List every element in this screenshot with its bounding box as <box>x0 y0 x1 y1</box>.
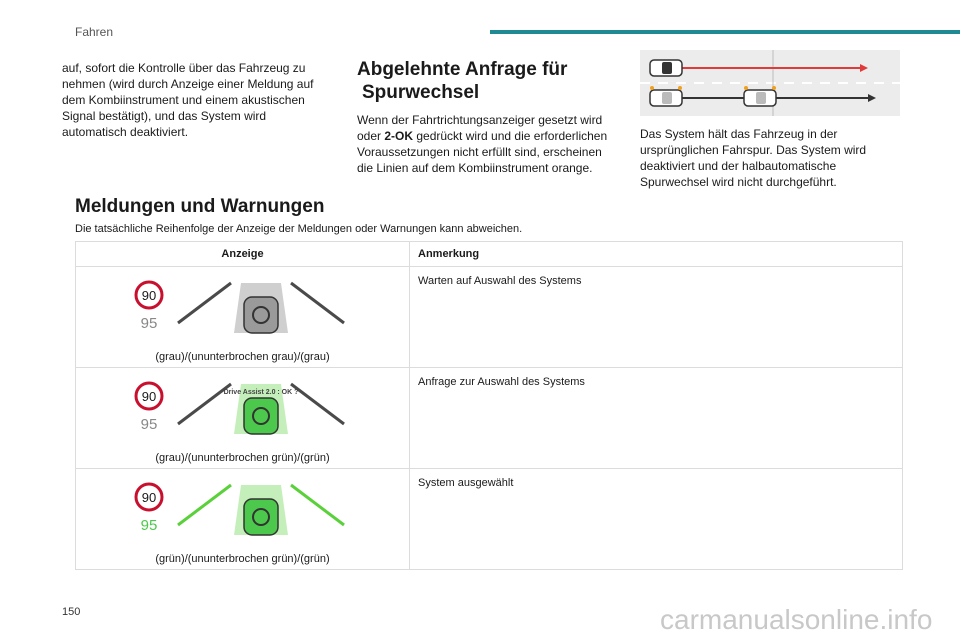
section-header: Fahren <box>75 25 114 39</box>
overlay-prompt-text: Drive Assist 2.0 : OK ? <box>223 389 299 396</box>
messages-table <box>75 241 903 570</box>
cluster-display-icon <box>126 380 356 442</box>
col2-text-a: Wenn der Fahrtrichtungsanzeiger gesetzt wird oder <box>357 113 603 143</box>
cluster-display-icon <box>126 481 356 543</box>
speed-limit-text: 90 <box>141 288 157 303</box>
set-speed-text: 95 <box>140 315 158 332</box>
table-row <box>76 368 903 469</box>
table-header-row <box>76 242 903 267</box>
table-header-note: Anmerkung <box>410 242 903 267</box>
subheading-line2: Spurwechsel <box>362 82 480 103</box>
display-cell <box>76 469 410 570</box>
car-icon <box>244 297 278 333</box>
right-lane-line <box>291 283 344 323</box>
footer-watermark: carmanualsonline.info <box>660 604 933 635</box>
col3-paragraph: Das System hält das Fahrzeug in der ursprünglichen Fahrspur. Das System wird deaktiviert und der halbautomatische Spurwechsel wird nicht durchgeführt. <box>640 127 867 189</box>
col1-paragraph: auf, sofort die Kontrolle über das Fahrzeug zu nehmen (wird durch Anzeige einer Meldung auf dem Kombiinstrument und einem akustischen Signal bestätigt), und das System wird automatisch deaktiviert. <box>62 61 314 139</box>
display-cell <box>76 368 410 469</box>
set-speed-text: 95 <box>140 416 158 433</box>
speed-limit-text: 90 <box>141 490 157 505</box>
col2-paragraph <box>357 112 612 176</box>
right-lane-line <box>291 384 344 424</box>
display-cell <box>76 267 410 368</box>
column-3 <box>640 50 902 190</box>
lane-change-illustration <box>640 50 900 116</box>
section-intro: Die tatsächliche Reihenfolge der Anzeige der Meldungen oder Warnungen kann abweichen. <box>75 223 523 235</box>
left-lane-line <box>178 485 231 525</box>
right-lane-line <box>291 485 344 525</box>
col2-text-b: gedrückt wird und die erforderlichen Voraussetzungen nicht erfüllt sind, erscheinen die Linien auf dem Kombiinstrument orange. <box>357 129 608 175</box>
col2-text-bold: 2-OK <box>384 129 414 143</box>
speed-limit-text: 90 <box>141 389 157 404</box>
display-caption: (grau)/(ununterbrochen grau)/(grau) <box>155 351 330 363</box>
note-cell: Anfrage zur Auswahl des Systems <box>410 368 903 469</box>
set-speed-text: 95 <box>140 517 158 534</box>
section-title: Meldungen und Warnungen <box>75 196 325 217</box>
subheading-rejected-lane-change <box>357 58 612 104</box>
left-lane-line <box>178 283 231 323</box>
display-caption: (grau)/(ununterbrochen grün)/(grün) <box>155 452 330 464</box>
note-cell: System ausgewählt <box>410 469 903 570</box>
table-row <box>76 267 903 368</box>
table-header-display: Anzeige <box>76 242 410 267</box>
note-cell: Warten auf Auswahl des Systems <box>410 267 903 368</box>
header-accent-bar <box>490 30 960 34</box>
car-icon <box>244 398 278 434</box>
column-2 <box>357 58 612 176</box>
subheading-line1: Abgelehnte Anfrage für <box>357 59 568 80</box>
display-caption: (grün)/(ununterbrochen grün)/(grün) <box>155 553 330 565</box>
car-icon <box>244 499 278 535</box>
table-row <box>76 469 903 570</box>
page-number: 150 <box>62 606 81 618</box>
cluster-display-icon <box>126 279 356 341</box>
column-1 <box>62 60 332 140</box>
